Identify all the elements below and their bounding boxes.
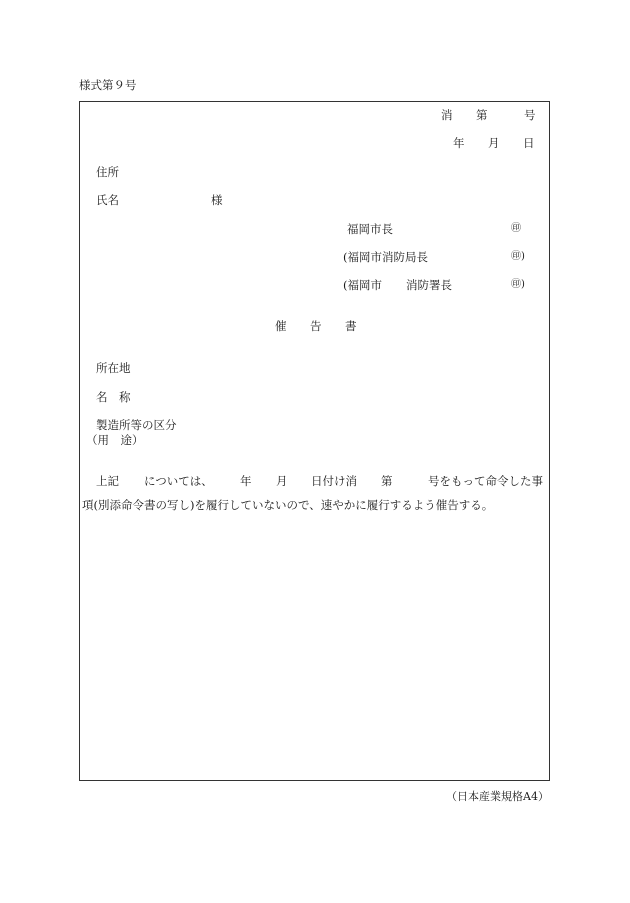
body-year: 年: [240, 474, 252, 488]
seal-fire-chief: ㊞): [511, 251, 525, 262]
doc-title-char-3: 書: [345, 319, 357, 333]
body-order-ref: 号をもって命令した事: [428, 474, 543, 488]
facility-name-label-1: 名: [96, 390, 108, 404]
seal-mayor: ㊞: [511, 223, 521, 234]
location-label: 所在地: [96, 361, 131, 375]
name-label: 氏名: [96, 193, 119, 207]
facility-name-label-2: 称: [119, 390, 131, 404]
date-year: 年: [453, 136, 465, 150]
date-month: 月: [488, 136, 500, 150]
body-line-2: 項(別添命令書の写し)を履行していないので、速やかに履行するよう催告する。: [82, 498, 494, 512]
address-label: 住所: [96, 165, 119, 179]
doc-number-go: 号: [524, 108, 536, 122]
body-above: 上記: [96, 474, 119, 488]
seal-station-chief: ㊞): [511, 279, 525, 290]
usage-label: （用 途）: [86, 433, 144, 447]
issuer-mayor: 福岡市長: [347, 222, 393, 236]
body-date-ref: 日付け消: [311, 474, 357, 488]
honorific: 様: [211, 193, 223, 207]
body-regarding: については、: [144, 474, 213, 488]
body-month: 月: [276, 474, 288, 488]
doc-number-dai: 第: [476, 108, 488, 122]
paper-size-note: （日本産業規格A4）: [446, 790, 549, 803]
issuer-fire-chief: (福岡市消防局長: [343, 250, 428, 264]
category-label: 製造所等の区分: [96, 418, 177, 432]
body-dai: 第: [381, 474, 393, 488]
issuer-city: (福岡市: [343, 278, 382, 292]
issuer-station-chief: 消防署長: [406, 278, 452, 292]
form-frame: [79, 101, 550, 781]
doc-title-char-1: 催: [275, 319, 287, 333]
date-day: 日: [523, 136, 535, 150]
form-number-label: 様式第９号: [79, 78, 137, 92]
doc-number-prefix: 消: [441, 108, 453, 122]
doc-title-char-2: 告: [310, 319, 322, 333]
